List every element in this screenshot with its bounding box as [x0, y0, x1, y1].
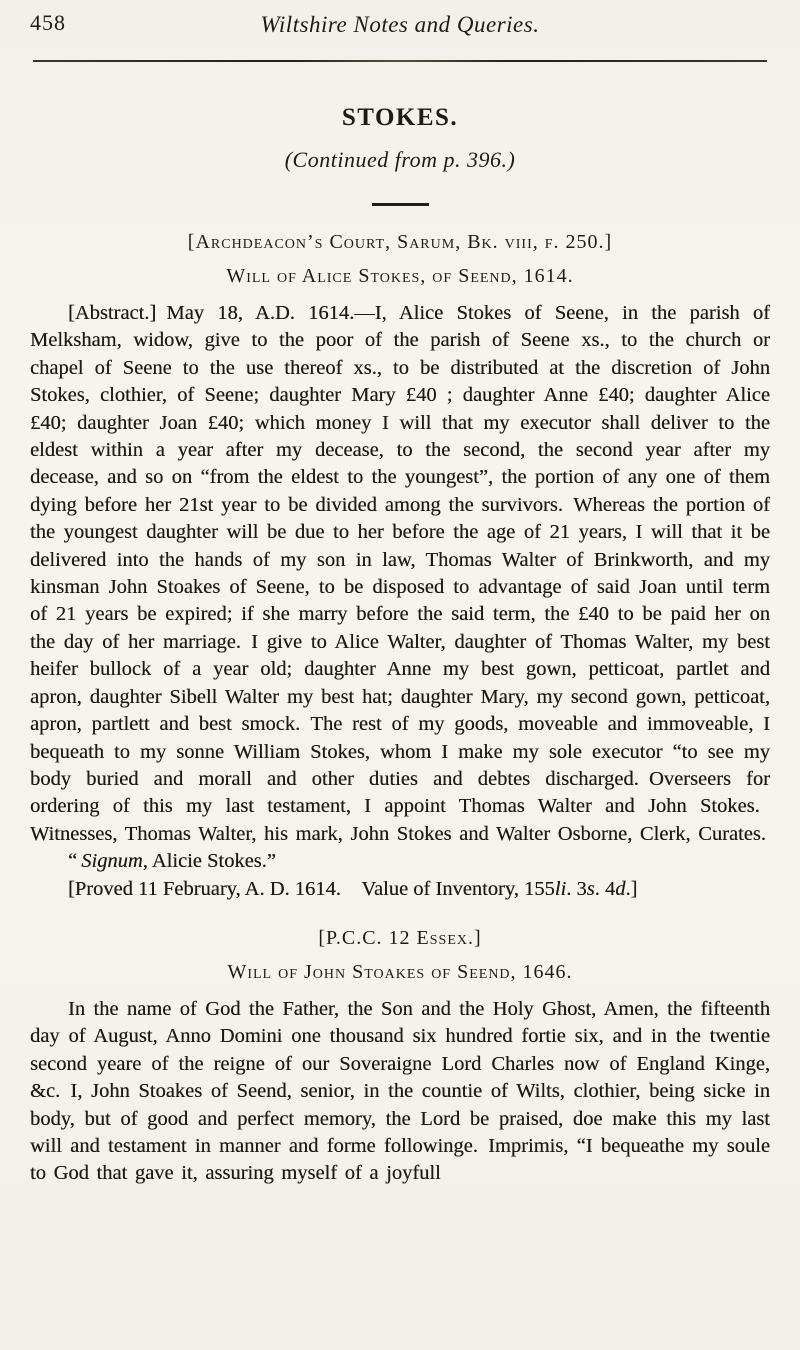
source-citation-alice: [Archdeacon’s Court, Sarum, Bk. viii, f. 250.] — [187, 231, 613, 253]
probate-text: .] — [625, 877, 638, 900]
will-heading-john: Will of John Stoakes of Seend, 1646. — [227, 960, 573, 983]
will-alice-abstract-paragraph: [Abstract.] May 18, A.D. 1614.—I, Alice Stokes of Seene, in the parish of Melksham, widow, give to the poor of the parish of Seene xs., to the church or chapel of Seene to the use thereof xs., to be distributed at the discretion of John Stokes, clothier, of Seene; daughter Mary £40 ; daughter Anne £40; daughter Alice £40; daughter Joan £40; which money I will that my executor shall deliver to the eldest within a year after my decease, to the second, the second year after my decease, and so on “from the eldest to the youngest”, the portion of any one of them dying before her 21st year to be divided among the survivors. Whereas the portion of the youngest daughter will be due to her before the age of 21 years, I will that it be delivered into the hands of my son in law, Thomas Walter of Brinkworth, and my kinsman John Stoakes of Seene, to be disposed to advantage of said Joan until term of 21 years be expired; if she marry before the said term, the £40 to be paid her on the day of her marriage. I give to Alice Walter, daughter of Thomas Walter, my best heifer bullock of a year old; daughter Anne my best gown, petticoat, partlet and apron, daughter Sibell Walter my best hat; daughter Mary, my second gown, petticoat, apron, partlett and best smock. The rest of my goods, moveable and immoveable, I bequeath to my sonne William Stokes, whom I make my sole executor “to see my body buried and morall and other duties and debtes discharged. Overseers for ordering of this my last testament, I appoint Thomas Walter and John Stokes. Witnesses, Thomas Walter, his mark, John Stokes and Walter Osborne, Clerk, Curates. — [30, 302, 770, 845]
signum-open-quote: “ — [68, 850, 82, 873]
probate-text: . 3 — [566, 877, 587, 900]
article-title: STOKES. — [341, 104, 459, 131]
probate-line — [30, 876, 770, 903]
source-citation-john: [P.C.C. 12 Essex.] — [318, 926, 482, 949]
probate-text: [Proved 11 February, A. D. 1614. Value of Inventory, 155 — [68, 877, 555, 900]
probate-text: . 4 — [594, 877, 616, 900]
probate-pence-abbrev: d — [615, 877, 626, 900]
probate-pounds-abbrev: li — [554, 877, 567, 900]
running-title: Wiltshire Notes and Queries. — [260, 12, 540, 37]
page-number: 458 — [30, 10, 66, 35]
signum-line — [30, 848, 770, 875]
will-john-paragraph: In the name of God the Father, the Son and the Holy Ghost, Amen, the fifteenth day of August, Anno Domini one thousand six hundred fortie six, and in the twentie second yeare of the reigne of our Soveraigne Lord Charles now of England Kinge, &c. I, John Stoakes of Seend, senior, in the countie of Wilts, clothier, being sicke in body, but of good and perfect memory, the Lord be praised, doe make this my last will and testament in manner and forme followinge. Imprimis, “I bequeathe my soule to God that gave it, assuring myself of a joyfull — [30, 997, 770, 1185]
signum-rest: , Alicie Stokes.” — [142, 850, 276, 873]
probate-shillings-abbrev: s — [586, 877, 595, 900]
continuation-note: (Continued from p. 396.) — [284, 147, 516, 172]
section-divider-rule — [372, 203, 429, 206]
page-header — [0, 0, 800, 48]
will-heading-alice: Will of Alice Stokes, of Seend, 1614. — [226, 265, 574, 287]
signum-word: Signum — [81, 850, 143, 873]
header-rule — [33, 60, 767, 62]
